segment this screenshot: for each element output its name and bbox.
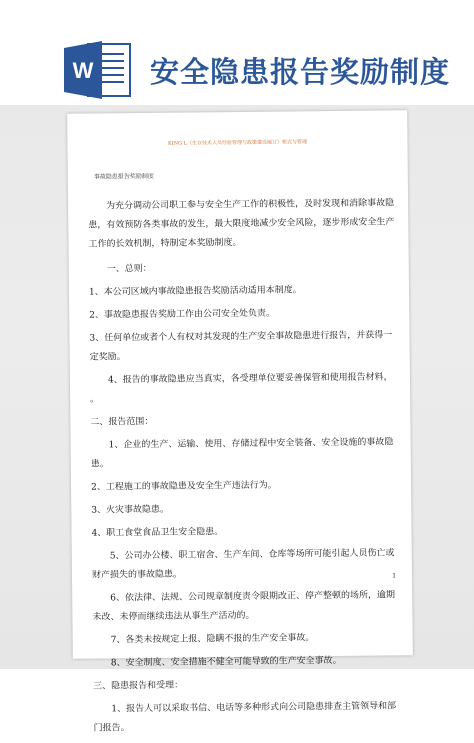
section-heading-reporting: 三、隐患报告和受理： — [93, 680, 184, 692]
page-subtitle: 事故隐患报告奖励制度 — [93, 172, 154, 181]
svg-text:W: W — [72, 58, 94, 83]
banner — [0, 0, 474, 105]
list-item: 1、报告人可以采取书信、电话等多种形式向公司隐患排查主管领导和部门报告。 — [93, 701, 397, 734]
banner-title: 安全隐患报告奖励制度 — [150, 55, 451, 89]
section-heading-scope: 二、报告范围： — [90, 416, 154, 428]
list-item: 7、各类未按规定上报、隐瞒不报的生产安全事故。 — [110, 633, 315, 646]
list-item: 4、职工食堂食品卫生安全隐患。 — [91, 527, 224, 539]
list-item: 4、报告的事故隐患应当真实，各受理单位要妥善保管和使用报告材料， 。 — [90, 372, 393, 405]
list-item: 3、火灾事故隐患。 — [91, 504, 170, 516]
document-body — [88, 194, 402, 742]
list-item: 1、本公司区域内事故隐患报告奖励活动适用本制度。 — [88, 285, 302, 298]
section-heading-general: 一、总则： — [106, 263, 152, 275]
list-item: 2、事故隐患报告奖励工作由公司安全处负责。 — [89, 308, 276, 321]
list-item: 2、工程施工的事故隐患及安全生产违法行为。 — [91, 480, 277, 493]
list-item: 6、依法律、法规、公司规章制度责令限期改正、停产整顿的场所，逾期未改、未停而继续违法从事生产活动的。 — [92, 590, 396, 623]
document-page — [67, 110, 413, 734]
list-item: 5、公司办公楼、职工宿舍、生产车间、仓库等场所可能引起人员伤亡或财产损失的事故隐患。 — [91, 548, 395, 581]
list-item: 3、任何单位或者个人有权对其发现的生产安全事故隐患进行报告，并获得一定奖励。 — [89, 330, 393, 363]
list-item: 1、企业的生产、运输、使用、存储过程中安全装备、安全设施的事故隐患。 — [90, 437, 394, 470]
intro-paragraph: 为充分调动公司职工参与安全生产工作的积极性，及时发现和消除事故隐患，有效预防各类事故的发生，最大限度地减少安全风险，逐步形成安全生产工作的长效机制，特制定本奖励制度。 — [88, 198, 395, 250]
page-number: 1 — [392, 572, 397, 580]
word-document-icon — [62, 38, 134, 102]
page-header: KING·L《生存技术人员经验管理与政策建设编订》格式与管理 — [167, 139, 307, 147]
list-item: 8、安全制度、安全措施不健全可能导致的生产安全事故。 — [110, 655, 342, 669]
